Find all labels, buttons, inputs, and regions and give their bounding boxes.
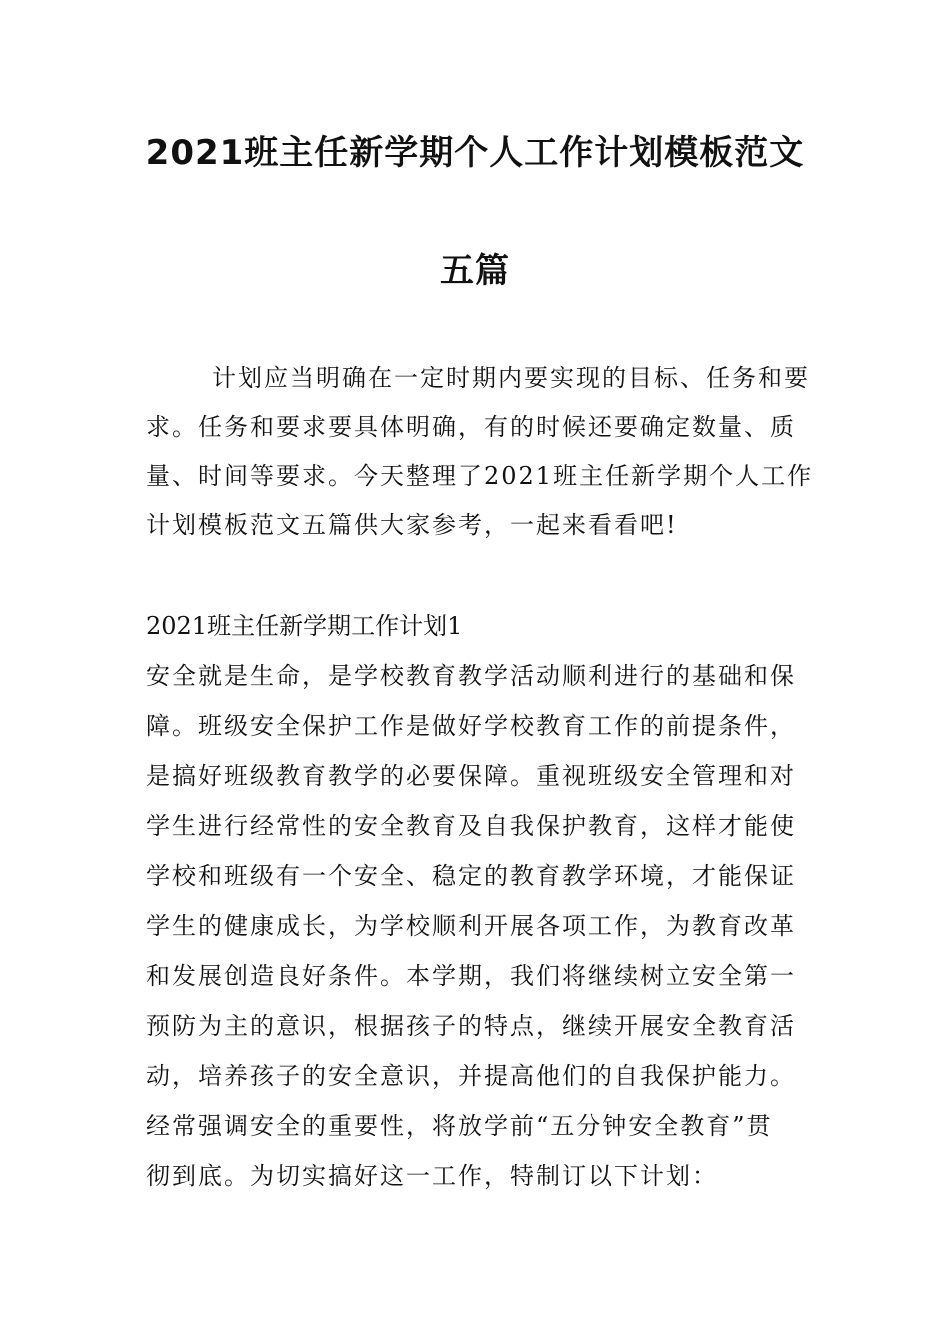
- document-title-line-2: 五篇: [440, 251, 510, 291]
- body-line: 学生进行经常性的安全教育及自我保护教育，这样才能使: [146, 812, 796, 840]
- body-line: 动，培养孩子的安全意识，并提高他们的自我保护能力。: [146, 1062, 796, 1090]
- body-line: 是搞好班级教育教学的必要保障。重视班级安全管理和对: [146, 762, 796, 790]
- body-line: 障。班级安全保护工作是做好学校教育工作的前提条件，: [146, 712, 796, 740]
- intro-line: 求。任务和要求要具体明确，有的时候还要确定数量、质: [146, 413, 796, 441]
- body-line: 学校和班级有一个安全、稳定的教育教学环境，才能保证: [146, 862, 796, 890]
- body-line: 和发展创造良好条件。本学期，我们将继续树立安全第一: [146, 962, 796, 990]
- body-line: 学生的健康成长，为学校顺利开展各项工作，为教育改革: [146, 912, 796, 940]
- intro-line: 量、时间等要求。今天整理了2021班主任新学期个人工作: [146, 462, 814, 490]
- intro-line: 计划应当明确在一定时期内要实现的目标、任务和要: [212, 364, 810, 392]
- document-title-line-1: 2021班主任新学期个人工作计划模板范文: [145, 133, 805, 173]
- body-line: 预防为主的意识，根据孩子的特点，继续开展安全教育活: [146, 1012, 796, 1040]
- body-line: 安全就是生命，是学校教育教学活动顺利进行的基础和保: [146, 662, 796, 690]
- body-line: 彻到底。为切实搞好这一工作，特制订以下计划：: [146, 1162, 718, 1190]
- body-line: 经常强调安全的重要性，将放学前“五分钟安全教育”贯: [146, 1112, 773, 1140]
- section-heading: 2021班主任新学期工作计划1: [146, 612, 463, 640]
- intro-line: 计划模板范文五篇供大家参考，一起来看看吧!: [146, 511, 678, 539]
